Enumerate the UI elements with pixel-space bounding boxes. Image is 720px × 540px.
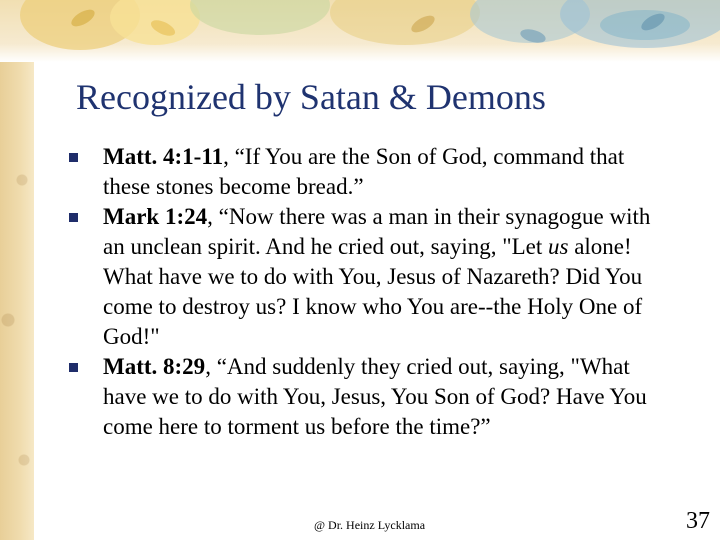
bullet-item bbox=[66, 352, 666, 442]
footer-credit: @ Dr. Heinz Lycklama bbox=[314, 518, 426, 532]
bullet-text: , “And suddenly they cried out, saying, "What have we to do with You, Jesus, You Son of God? Have You come here to torment us before the time?” bbox=[103, 354, 647, 439]
slide-title: Recognized by Satan & Demons bbox=[76, 77, 546, 117]
bullet-list bbox=[66, 142, 666, 442]
square-bullet-icon bbox=[69, 363, 78, 372]
emphasized-word: us bbox=[548, 234, 569, 259]
decorative-top-banner bbox=[0, 0, 720, 62]
scripture-reference: Matt. 8:29 bbox=[103, 354, 206, 379]
square-bullet-icon bbox=[69, 213, 78, 222]
bullet-item bbox=[66, 142, 666, 202]
bullet-item bbox=[66, 202, 666, 352]
square-bullet-icon bbox=[69, 153, 78, 162]
scripture-reference: Matt. 4:1-11 bbox=[103, 144, 224, 169]
bullet-text: , “If You are the Son of God, command that these stones become bread.” bbox=[103, 144, 625, 199]
bullet-text: , “Now there was a man in their synagogue with an unclean spirit. And he cried out, saying, "Let bbox=[103, 204, 651, 259]
decorative-left-strip bbox=[0, 0, 34, 540]
scripture-reference: Mark 1:24 bbox=[103, 204, 208, 229]
page-number: 37 bbox=[686, 508, 710, 534]
bullet-text: alone! What have we to do with You, Jesus of Nazareth? Did You come to destroy us? I know who You are--the Holy One of God!" bbox=[103, 234, 643, 349]
